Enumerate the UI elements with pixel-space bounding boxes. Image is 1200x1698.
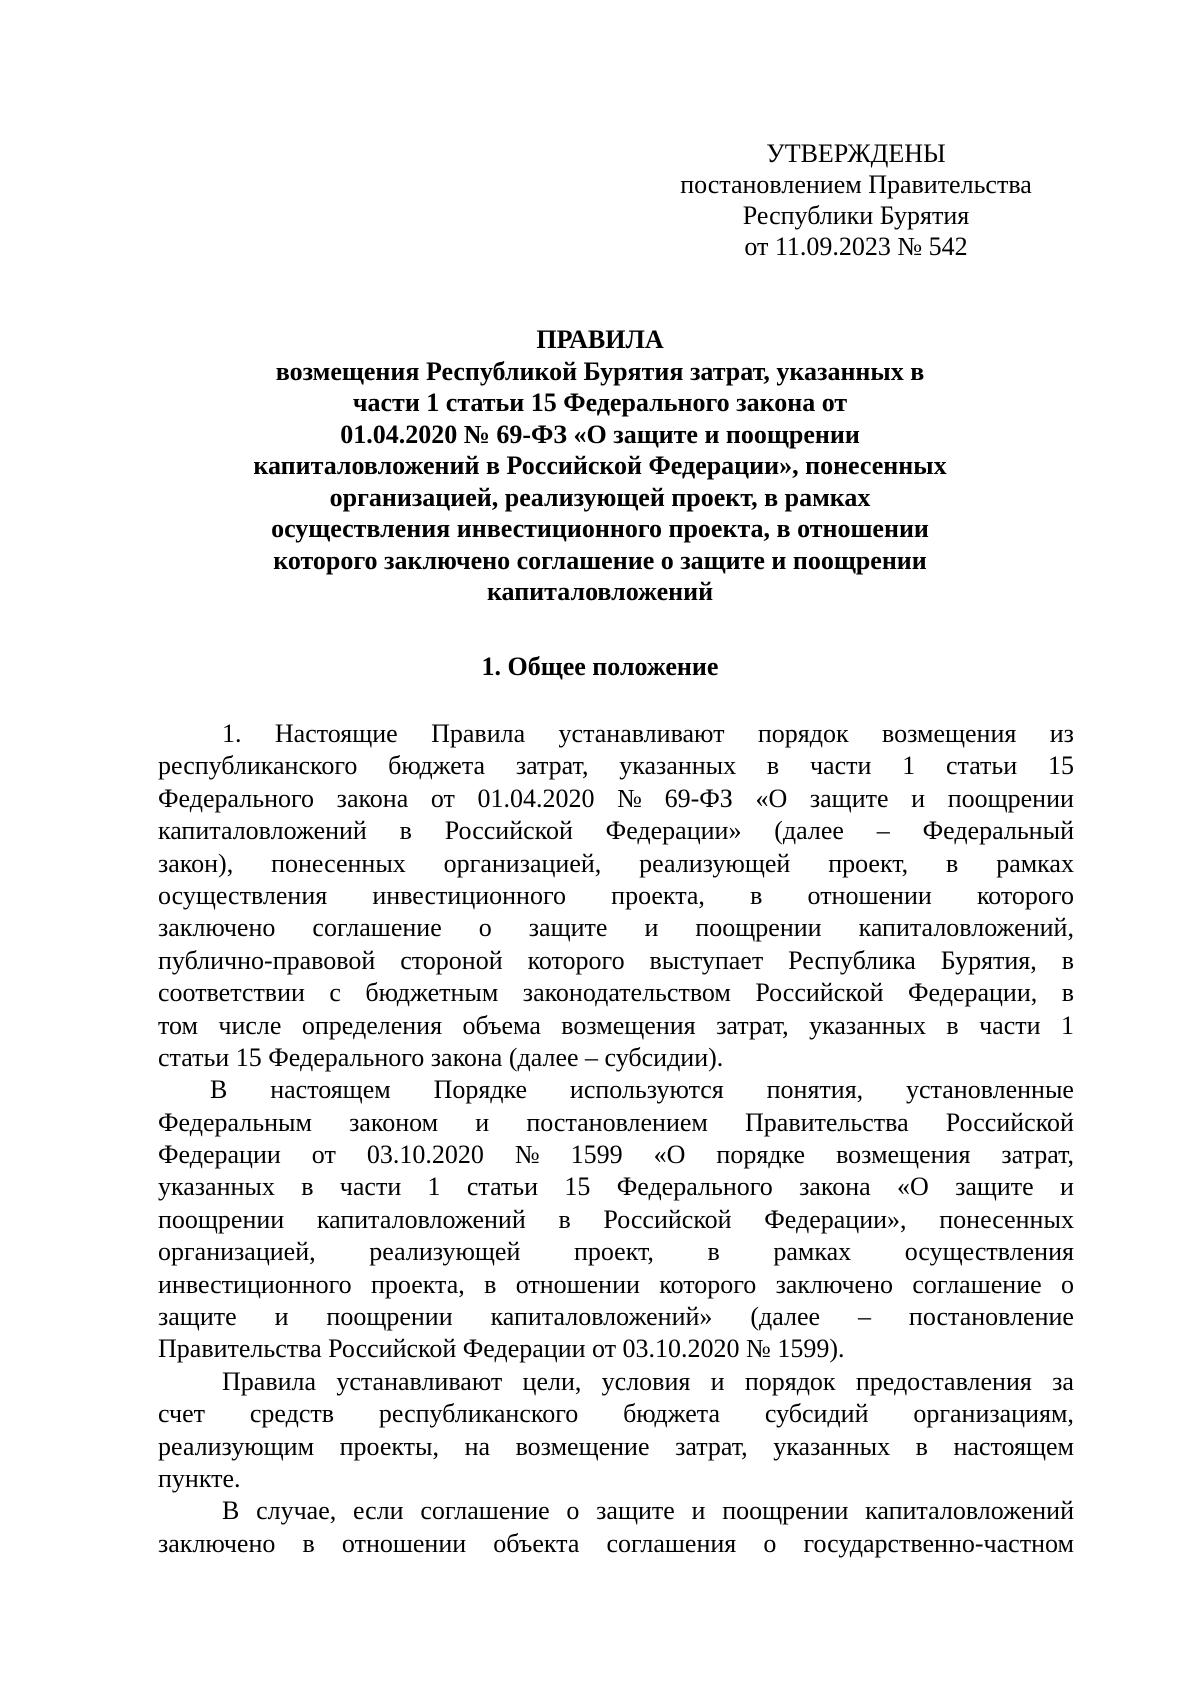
body-line: Правительства Российской Федерации от 03.10.2020 № 1599). [158,1334,845,1364]
document-title [160,324,1040,608]
body-line: заключено в отношении объекта соглашения о государственно-частном [158,1528,1074,1558]
body-text [158,718,1074,1560]
approval-line-1: УТВЕРЖДЕНЫ [766,139,946,168]
title-line: осуществления инвестиционного проекта, в отношении [271,514,929,543]
title-line: части 1 статьи 15 Федерального закона от [352,388,848,417]
approval-line-3: Республики Бурятия [742,201,970,230]
title-heading: ПРАВИЛА [536,325,664,354]
body-line: поощрении капиталовложений в Российской Федерации», понесенных [158,1204,1074,1234]
body-line: указанных в части 1 статьи 15 Федерального закона «О защите и [158,1172,1074,1202]
body-line: публично-правовой стороной которого выступает Республика Бурятия, в [158,945,1074,975]
title-line: капиталовложений в Российской Федерации», понесенных [253,451,947,480]
body-line: Федерации от 03.10.2020 № 1599 «О порядке возмещения затрат, [158,1140,1074,1170]
body-line: реализующим проекты, на возмещение затрат, указанных в настоящем [158,1431,1074,1461]
approval-stamp-block [641,138,1071,262]
approval-line-4: от 11.09.2023 № 542 [744,232,968,261]
body-line: инвестиционного проекта, в отношении которого заключено соглашение о [158,1269,1074,1299]
body-line: счет средств республиканского бюджета субсидий организациям, [158,1399,1074,1429]
body-line: В настоящем Порядке используются понятия, установленные [210,1075,1074,1105]
body-line: 1. Настоящие Правила устанавливают порядок возмещения из [222,719,1074,748]
body-line: Федеральным законом и постановлением Правительства Российской [158,1107,1074,1137]
approval-line-2: постановлением Правительства [680,170,1032,199]
body-line: статьи 15 Федерального закона (далее – субсидии). [158,1042,724,1072]
section-heading: 1. Общее положение [481,652,719,681]
body-line: пункте. [158,1463,241,1493]
body-line: Правила устанавливают цели, условия и порядок предоставления за [222,1366,1074,1396]
body-line: том числе определения объема возмещения затрат, указанных в части 1 [158,1010,1074,1040]
title-line: организацией, реализующей проект, в рамках [329,482,871,512]
body-line: В случае, если соглашение о защите и поощрении капиталовложений [222,1496,1074,1526]
body-line: Федерального закона от 01.04.2020 № 69-ФЗ «О защите и поощрении [158,783,1074,813]
body-line: защите и поощрении капиталовложений» (далее – постановление [158,1302,1074,1332]
body-line: соответствии с бюджетным законодательством Российской Федерации, в [158,978,1074,1008]
body-line: заключено соглашение о защите и поощрении капиталовложений, [158,913,1074,943]
body-line: капиталовложений в Российской Федерации» (далее – Федеральный [158,816,1074,846]
body-line: осуществления инвестиционного проекта, в отношении которого [158,880,1074,910]
body-line: организацией, реализующей проект, в рамках осуществления [158,1237,1074,1267]
title-line: 01.04.2020 № 69-ФЗ «О защите и поощрении [340,419,860,449]
title-line: капиталовложений [486,577,714,606]
body-line: республиканского бюджета затрат, указанных в части 1 статьи 15 [158,751,1074,781]
title-line: возмещения Республикой Бурятия затрат, указанных в [275,356,925,386]
title-line: которого заключено соглашение о защите и поощрении [273,545,927,575]
body-line: закон), понесенных организацией, реализующей проект, в рамках [158,848,1074,878]
